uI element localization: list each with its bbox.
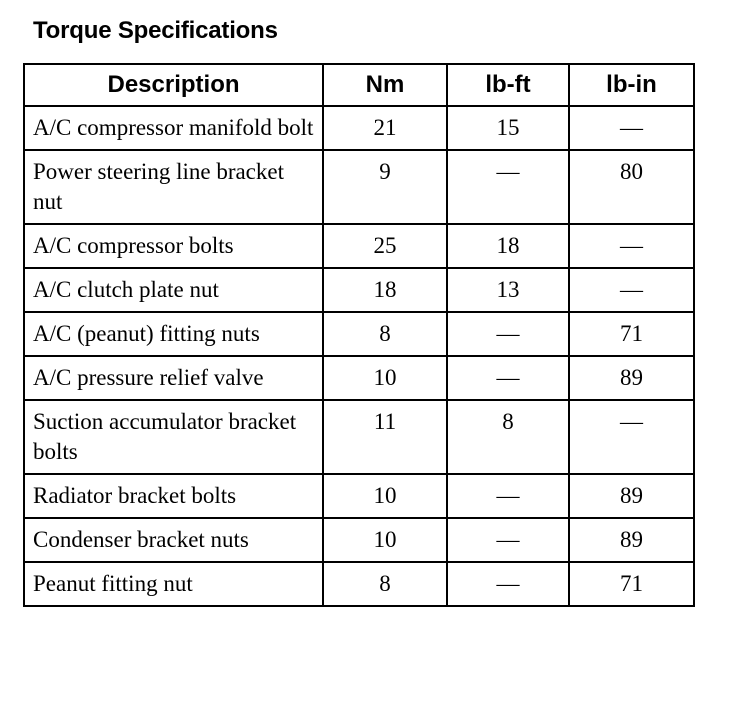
cell-lb-ft: — xyxy=(447,518,569,562)
table-row xyxy=(24,562,694,606)
cell-lb-in: 89 xyxy=(569,356,694,400)
table-row xyxy=(24,268,694,312)
cell-lb-ft: — xyxy=(447,474,569,518)
cell-lb-in: 71 xyxy=(569,562,694,606)
cell-lb-ft: 13 xyxy=(447,268,569,312)
table-row xyxy=(24,312,694,356)
cell-description: Condenser bracket nuts xyxy=(24,518,323,562)
cell-lb-ft: — xyxy=(447,562,569,606)
cell-lb-in: 80 xyxy=(569,150,694,224)
cell-description: A/C pressure relief valve xyxy=(24,356,323,400)
cell-lb-in: 89 xyxy=(569,474,694,518)
cell-nm: 25 xyxy=(323,224,447,268)
cell-lb-in: — xyxy=(569,268,694,312)
cell-lb-in: — xyxy=(569,400,694,474)
cell-description: Peanut fitting nut xyxy=(24,562,323,606)
table-row xyxy=(24,106,694,150)
cell-description: Suction accumulator bracket bolts xyxy=(24,400,323,474)
cell-lb-ft: — xyxy=(447,356,569,400)
page-title: Torque Specifications xyxy=(33,17,278,44)
table-row xyxy=(24,518,694,562)
cell-description: A/C clutch plate nut xyxy=(24,268,323,312)
cell-lb-ft: 8 xyxy=(447,400,569,474)
column-header-lb-ft: lb-ft xyxy=(447,64,569,106)
cell-lb-in: 89 xyxy=(569,518,694,562)
cell-description: Power steering line bracket nut xyxy=(24,150,323,224)
cell-lb-ft: 15 xyxy=(447,106,569,150)
cell-description: A/C (peanut) fitting nuts xyxy=(24,312,323,356)
table-row xyxy=(24,150,694,224)
cell-nm: 18 xyxy=(323,268,447,312)
cell-lb-ft: — xyxy=(447,312,569,356)
table-row xyxy=(24,356,694,400)
column-header-nm: Nm xyxy=(323,64,447,106)
cell-lb-in: 71 xyxy=(569,312,694,356)
column-header-description: Description xyxy=(24,64,323,106)
cell-description: A/C compressor bolts xyxy=(24,224,323,268)
cell-nm: 21 xyxy=(323,106,447,150)
cell-lb-ft: — xyxy=(447,150,569,224)
column-header-lb-in: lb-in xyxy=(569,64,694,106)
cell-description: A/C compressor manifold bolt xyxy=(24,106,323,150)
cell-lb-in: — xyxy=(569,224,694,268)
cell-lb-ft: 18 xyxy=(447,224,569,268)
table-header-row xyxy=(24,64,694,106)
torque-spec-table xyxy=(23,63,695,607)
cell-description: Radiator bracket bolts xyxy=(24,474,323,518)
cell-nm: 11 xyxy=(323,400,447,474)
cell-nm: 8 xyxy=(323,312,447,356)
cell-nm: 8 xyxy=(323,562,447,606)
cell-nm: 9 xyxy=(323,150,447,224)
table-row xyxy=(24,224,694,268)
cell-lb-in: — xyxy=(569,106,694,150)
cell-nm: 10 xyxy=(323,356,447,400)
cell-nm: 10 xyxy=(323,518,447,562)
table-row xyxy=(24,400,694,474)
table-row xyxy=(24,474,694,518)
cell-nm: 10 xyxy=(323,474,447,518)
